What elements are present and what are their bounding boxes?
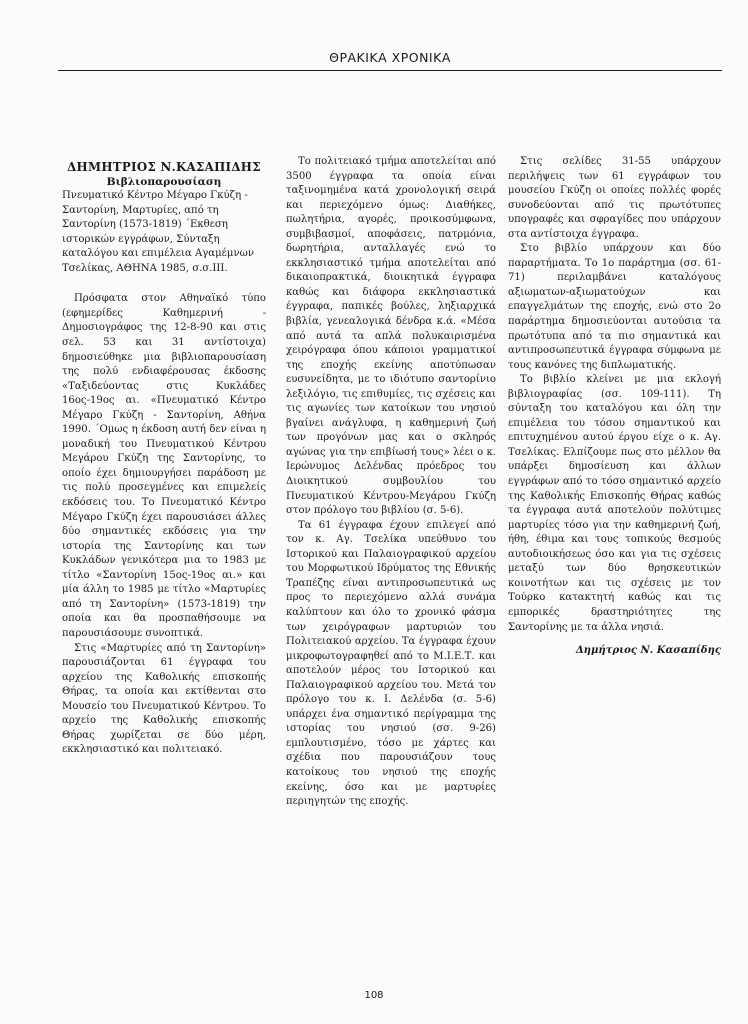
paragraph-1: Πρόσφατα στον Αθηναϊκό τύπο (εφημερίδες Καθημερινή - Δημοσιογράφος της 12-8-90 και στις σελ. 53 και 31 αντίστοιχα) δημοσιεύθηκε μια βιβλιοπαρουσίαση της πολύ ενδιαφέρουσας έκδοσης «Ταξιδεύοντας στις Κυκλάδες 16ος-19ος αι. «Πνευματικό Κέντρο Μέγαρο Γκύζη - Σαντορίνη, Αθήνα 1990. ΄Ομως η έκδοση αυτή δεν είναι η μοναδική του Πνευματικού Κέντρου Μεγάρου Γκύζη της Σαντορίνης, το οποίο έχει δημιουργήσει παράδοση με τις πολύ προσεγμένες και επιμελείς εκδόσεις του. Το Πνευματικό Κέντρο Μέγαρο Γκύζη έχει παρουσιάσει άλλες δύο σημαντικές εκδόσεις για την ιστορία της Σαντορίνης και των Κυκλάδων γενικότερα μια το 1983 με τίτλο «Σαντορίνη 15ος-19ος αι.» και μία άλλη το 1985 με τίτλο «Μαρτυρίες από τη Σαντορίνη» (1573-1819) την οποία και θα προσπαθήσουμε να παρουσιάσουμε συνοπτικά. xyxy=(62,293,266,639)
paragraph-5: Στις σελίδες 31-55 υπάρχουν περιλήψεις των 61 εγγράφων του μουσείου Γκύζη οι οποίες πολλές φορές συνοδεύονται από τις πρωτότυπες υπογραφές και σφραγίδες που υπάρχουν στα αντίστοιχα έγγραφα. xyxy=(508,156,721,240)
column-1 xyxy=(62,160,266,758)
section-title: Βιβλιοπαρουσίαση xyxy=(106,175,222,188)
book-reference: Πνευματικό Κέντρο Μέγαρο Γκύζη - Σαντορίνη, Μαρτυρίες, από τη Σαντορίνη (1573-1819) ΄Εκθεση ιστορικών εγγράφων, Σύνταξη καταλόγου και επιμέλεια Αγαμέμνων Τσελίκας, ΑΘΗΝΑ 1985, σ.σ.ΙΙΙ. xyxy=(62,190,254,274)
paragraph-6: Στο βιβλίο υπάρχουν και δύο παραρτήματα. Το 1ο παράρτημα (σσ. 61-71) περιλαμβάνει καταλόγους αξιωματων-αξιωματούχων και επαγγελμάτων της εποχής, ενώ στο 2ο παράρτημα δημοσιεύονται αυτούσια τα πρωτότυπα από τα πιο σημαντικά και αντιπροσωπευτικά έγγραφα σύμφωνα με τους κανόνες της διπλωματικής. xyxy=(508,243,721,371)
paragraph-2: Στις «Μαρτυρίες από τη Σαντορίνη» παρουσιάζονται 61 έγγραφα του αρχείου της Καθολικής επισκοπής Θήρας, τα οποία και εκτίθενται στο Μουσείο του Πνευματικού Κέντρου. Το αρχείο της Καθολικής επισκοπής Θήρας χωρίζεται σε δύο μέρη, εκκλησιαστικό και πολιτειακό. xyxy=(62,642,266,756)
paragraph-4: Τα 61 έγγραφα έχουν επιλεγεί από τον κ. Αγ. Τσελίκα υπεύθυνο του Ιστορικού και Παλαιογραφικού αρχείου του Μορφωτικού Ιδρύματος της Εθνικής Τραπέζης είναι αντιπροσωπευτικά ως προς το περιεχόμενο αλλά συνάμα καλύπτουν και όλο το χρονικό φάσμα των χειρόγραφων μαρτυριών του Πολιτειακού αρχείου. Τα έγγραφα έχουν μικροφωτογραφηθεί από το Μ.Ι.Ε.Τ. και αποτελούν μέρος του Ιστορικού και Παλαιογραφικού αρχείου του. Μετά τον πρόλογο του κ. Ι. Δελένδα (σ. 5-6) υπάρχει ένα σημαντικό περίγραμμα της ιστορίας του νησιού (σσ. 9-26) εμπλουτισμένο, τόσο με χάρτες και σχέδια που παρουσιάζουν τους κατοίκους του νησιού της εποχής εκείνης, όσο και με μαρτυρίες περιηγητών της εποχής. xyxy=(286,519,496,808)
paragraph-3: Το πολιτειακό τμήμα αποτελείται από 3500 έγγραφα τα οποία είναι ταξινομημένα κατά χρονολογική σειρά και περιεχόμενο όμως: Διαθήκες, πωλητήρια, αγορές, προικοσύμφωνα, συμβιβασμοί, αποφάσεις, πατρμόνια, δωρητήρια, ανταλλαγές ενώ το εκκλησιαστικό τμήμα αποτελείται από δικαιοπρακτικά, διοικητικά έγγραφα καθώς και διάφορα εκκλησιαστικά έγγραφα, παπικές βούλες, ληξιαρχικά βιβλία, γενεαλογικά δένδρα κ.ά. «Μέσα από αυτά τα απλά πολυκαιρισμένα χειρόγραφα όπου κάποιοι γραμματικοί της εποχής εκείνης αποτύπωσαν ευσυνείδητα, με το ιδιότυπο σαντορίνιο λεξιλόγιο, τις επιθυμίες, τις σχέσεις και τις αγωνίες των κατοίκων του νησιού βγαίνει ανάγλυφα, η καθημερινή ζωή των προγόνων μας και ο σκληρός αγώνας για την επιβίωσή τους» λέει ο κ. Ιερώνυμος Δελένδας πρόεδρος του Διοικητικού συμβουλίου του Πνευματικού Κέντρου-Μεγάρου Γκύζη στον πρόλογο του βιβλίου (σ. 5-6). xyxy=(286,156,496,517)
author-name: ΔΗΜΗΤΡΙΟΣ Ν.ΚΑΣΑΠΙΔΗΣ xyxy=(67,160,261,174)
running-header: ΘΡΑΚΙΚΑ ΧΡΟΝΙΚΑ xyxy=(329,50,451,65)
column-3 xyxy=(508,155,721,659)
signature: Δημήτριος Ν. Κασαπίδης xyxy=(575,645,721,657)
header-rule xyxy=(58,70,722,71)
column-2 xyxy=(286,155,496,810)
paragraph-7: Το βιβλίο κλείνει με μια εκλογή βιβλιογραφίας (σσ. 109-111). Τη σύνταξη του καταλόγου και όλη την επιμέλεια του τόσου σημαντικού και επιτυχημένου αυτού έργου είχε ο κ. Αγ. Τσελίκας. Ελπίζουμε πως στο μέλλον θα υπάρξει δημοσίευση και άλλων εγγράφων από το τόσο σημαντικό αρχείο της Καθολικής Επισκοπής Θήρας καθώς τα έγγραφα αυτά αποτελούν πολύτιμες μαρτυρίες τόσο για την καθημερινή ζωή, ήθη, έθιμα και τους τοπικούς θεσμούς αυτοδιοικήσεως όσο και για τις σχέσεις μεταξύ των δύο θρησκευτικών κοινοτήτων και τις σχέσεις με τον Τούρκο κατακτητή καθώς και τις εμπορικές δραστηριότητες της Σαντορίνης με τα άλλα νησιά. xyxy=(508,374,721,633)
page-number: 108 xyxy=(364,990,384,1001)
